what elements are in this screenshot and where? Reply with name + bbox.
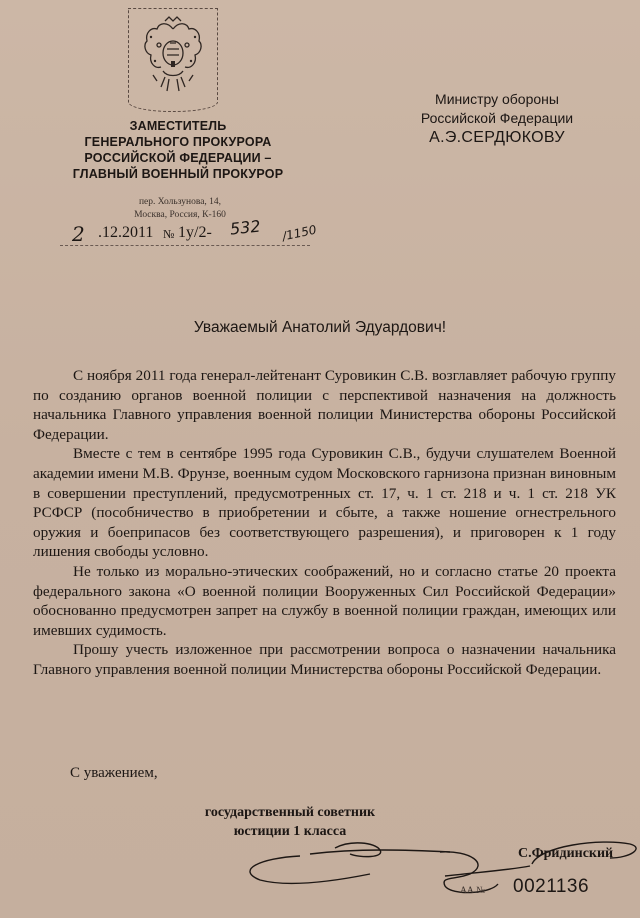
sender-address [120,196,240,222]
address-line: пер. Хользунова, 14, [138,197,222,207]
body-paragraph: Не только из морально-этических соображений, но и согласно статье 20 проекта федерального закона «О военной полиции Вооруженных Сил Российской Федерации» обоснованно предусмотрен запрет на службу в военной полиции граждан, имеющих или имевших судимость. [33,562,616,639]
registration-number-handwritten: 532 [229,216,262,239]
recipient-name: А.Э.СЕРДЮКОВУ [429,129,565,146]
sender-title [58,118,298,182]
sender-title-line: ГЛАВНЫЙ ВОЕННЫЙ ПРОКУРОР [72,167,284,181]
recipient-line: Министру обороны [435,91,559,107]
signer-rank-line: юстиции 1 класса [233,824,347,839]
body-paragraph: С ноября 2011 года генерал-лейтенант Суровикин С.В. возглавляет рабочую группу по созданию органов военной полиции с перспективой назначения на должность начальника Главного управления военной полиции Министерства обороны Российской Федерации. [33,367,616,443]
signer-rank-line: государственный советник [204,805,376,820]
address-line: Москва, Россия, К-160 [134,210,226,220]
salutation: Уважаемый Анатолий Эдуардович! [193,319,447,336]
recipient-block [392,90,602,147]
registration-date: .12.2011 [98,224,154,241]
coat-of-arms-icon [128,8,218,112]
registration-number-label: № [163,227,175,241]
registration-line [60,216,340,248]
serial-number: 0021136 [513,876,590,897]
registration-number-printed: 1у/2- [178,224,212,241]
sender-title-line: ЗАМЕСТИТЕЛЬ [129,119,227,133]
registration-underline [60,245,310,246]
letter-body [33,366,616,680]
closing: С уважением, [70,765,158,781]
registration-suffix-handwritten: /1150 [280,222,318,244]
body-paragraph: Прошу учесть изложенное при рассмотрении вопроса о назначении начальника Главного управления военной полиции Министерства обороны Российской Федерации. [33,641,616,678]
sender-title-line: РОССИЙСКОЙ ФЕДЕРАЦИИ – [84,151,272,165]
serial-prefix: АА № [460,886,486,896]
sender-title-line: ГЕНЕРАЛЬНОГО ПРОКУРОРА [84,135,272,149]
body-paragraph: Вместе с тем в сентябре 1995 года Суровикин С.В., будучи слушателем Военной академии имени М.В. Фрунзе, военным судом Московского гарнизона признан виновным в совершении преступлений, предусмотренных ст. 17, ч. 1 ст. 218 и ч. 1 ст. 218 УК РСФСР (пособничество в приобретении и сбыте, а также ношение огнестрельного оружия и боеприпасов без соответствующего разрешения), и приговорен к 1 году лишения свободы условно. [33,445,616,561]
registration-day: 2 [72,222,85,246]
signer-name: С.Фридинский [518,846,614,861]
recipient-line: Российской Федерации [420,110,574,126]
